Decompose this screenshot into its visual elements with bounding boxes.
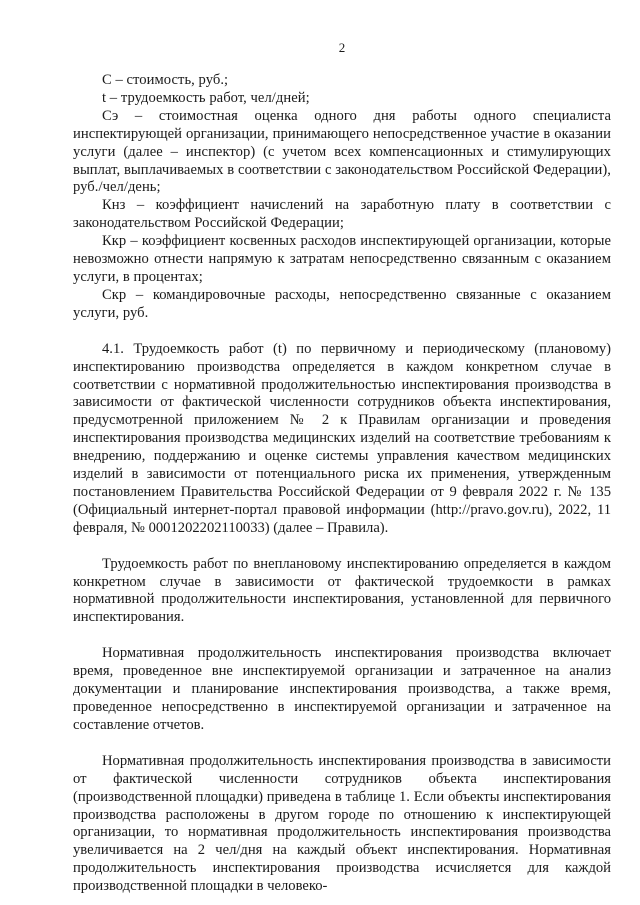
spacer: [73, 627, 611, 645]
definition-payroll-coefficient: Кнз – коэффициент начислений на заработную плату в соответствии с законодательством Российской Федерации;: [73, 197, 611, 232]
paragraph-unscheduled-inspection: Трудоемкость работ по внеплановому инспектированию определяется в каждом конкретном случае в зависимости от фактической трудоемкости в рамках нормативной продолжительности инспектирования, установленной для первичного инспектирования.: [73, 555, 611, 626]
definition-cost: С – стоимость, руб.;: [102, 72, 229, 88]
definition-labor-intensity: t – трудоемкость работ, чел/дней;: [102, 89, 310, 106]
spacer: [73, 735, 611, 753]
page-number: 2: [338, 40, 346, 55]
paragraph-normative-duration-table: Нормативная продолжительность инспектирования производства в зависимости от фактической численности сотрудников объекта инспектирования (производственной площадки) приведена в таблице 1. Если объекты инспектирования производства расположены в другом городе по отношению к инспектирующей организации, то нормативная продолжительность инспектирования производства увеличивается на 2 чел/дня на каждый объект инспектирования. Нормативная продолжительность инспектирования производства исчисляется для каждой производственной площадки в человеко-: [73, 752, 611, 895]
definition-specialist-day-cost: Сэ – стоимостная оценка одного дня работы одного специалиста инспектирующей организации, принимающего непосредственное участие в оказании услуги (далее – инспектор) (с учетом всех компенсационных и стимулирующих выплат, выплачиваемых в соответствии с законодательством Российской Федерации), руб./чел/день;: [73, 107, 611, 196]
spacer: [73, 323, 611, 341]
paragraph-4-1: 4.1. Трудоемкость работ (t) по первичному и периодическому (плановому) инспектированию производства определяется в каждом конкретном случае в соответствии с нормативной продолжительностью инспектирования производства в зависимости от фактической численности сотрудников объекта инспектирования, предусмотренной приложением № 2 к Правилам организации и проведения инспектирования производства медицинских изделий на соответствие требованиям к внедрению, поддержанию и оценке системы управления качеством медицинских изделий в зависимости от потенциального риска их применения, утвержденным постановлением Правительства Российской Федерации от 9 февраля 2022 г. № 135 (Официальный интернет-портал правовой информации (http://pravo.gov.ru), 2022, 11 февраля, № 0001202202110033) (далее – Правила).: [73, 340, 611, 536]
definition-indirect-cost-coefficient: Ккр – коэффициент косвенных расходов инспектирующей организации, которые невозможно отнести напрямую к затратам непосредственно связанным с оказанием услуги, в процентах;: [73, 233, 611, 285]
definition-travel-expenses: Скр – командировочные расходы, непосредственно связанные с оказанием услуги, руб.: [73, 286, 611, 321]
spacer: [73, 538, 611, 556]
paragraph-normative-duration-includes: Нормативная продолжительность инспектирования производства включает время, проведенное вне инспектируемой организации и затраченное на анализ документации и планирование инспектирования производства, а также время, проведенное непосредственно в инспектируемой организации и затраченное на составление отчетов.: [73, 645, 611, 733]
document-page: [73, 40, 611, 896]
